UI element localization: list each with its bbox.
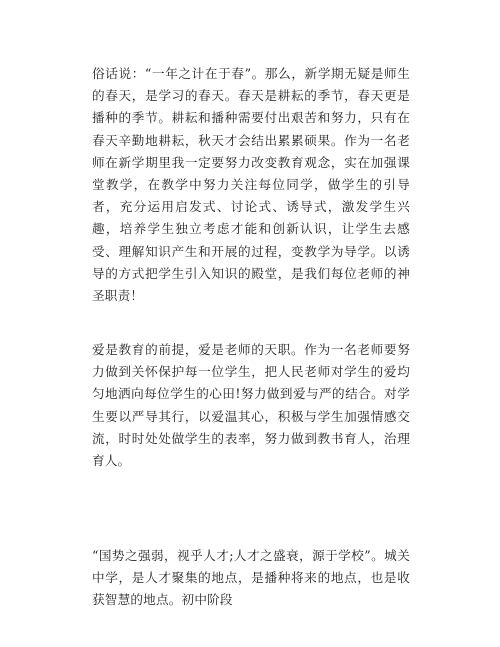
paragraph-school-talent: “国势之强弱，视乎人才;人才之盛衰，源于学校”。城关中学，是人才聚集的地点，是播种将来的地点，也是收获智慧的地点。初中阶段 xyxy=(92,548,410,608)
paragraph-spring-semester: 俗话说：“一年之计在于春”。那么，新学期无疑是师生的春天，是学习的春天。春天是耕耘的季节，春天更是播种的季节。耕耘和播种需要付出艰苦和努力，只有在春天辛勤地耕耘，秋天才会结出累累硕果。作为一名老师在新学期里我一定要努力改变教育观念，实在加强课堂教学，在教学中努力关注每位同学，做学生的引导者，充分运用启发式、讨论式、诱导式，激发学生兴趣，培养学生独立考虑才能和创新认识，让学生去感受、理解知识产生和开展的过程，变教学为导学。以诱导的方式把学生引入知识的殿堂，是我们每位老师的神圣职责！ xyxy=(92,66,410,304)
paragraph-love-education: 爱是教育的前提，爱是老师的天职。作为一名老师要努力做到关怀保护每一位学生，把人民老师对学生的爱均匀地洒向每位学生的心田!努力做到爱与严的结合。对学生要以严导其行，以爱温其心，积极与学生加强情感交流，时时处处做学生的表率，努力做到教书育人，治理育人。 xyxy=(92,342,410,469)
